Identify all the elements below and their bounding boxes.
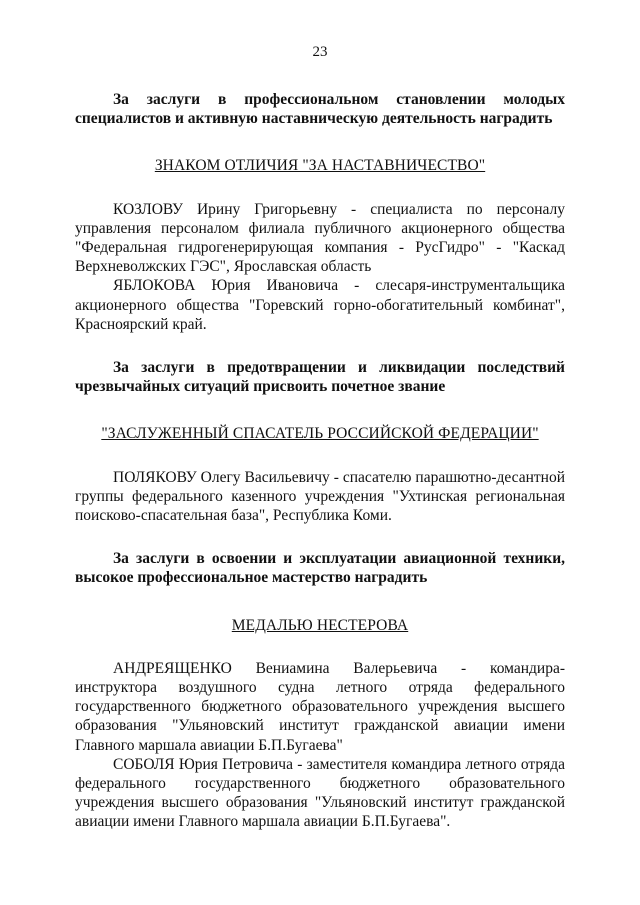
page-number: 23	[312, 44, 328, 60]
awardee-entry: ЯБЛОКОВА Юрия Ивановича - слесаря-инструментальщика акционерного общества "Горевский горно-обогатительный комбинат", Красноярский край.	[75, 277, 565, 333]
section-intro: За заслуги в профессиональном становлении молодых специалистов и активную наставническую деятельность наградить	[75, 91, 565, 128]
awardee-entry: АНДРЕЯЩЕНКО Вениамина Валерьевича - командира-инструктора воздушного судна летного отряда федерального государственного бюджетного образовательного учреждения высшего образования "Ульяновский институт гражданской авиации имени Главного маршала авиации Б.П.Бугаева"	[75, 659, 565, 754]
awardee-entry: СОБОЛЯ Юрия Петровича - заместителя командира летного отряда федерального государственного бюджетного образовательного учреждения высшего образования "Ульяновский институт гражданской авиации имени Главного маршала авиации Б.П.Бугаева".	[75, 755, 565, 831]
section-intro: За заслуги в освоении и эксплуатации авиационной техники, высокое профессиональное мастерство наградить	[75, 550, 565, 587]
awardee-entry: ПОЛЯКОВУ Олегу Васильевичу - спасателю парашютно-десантной группы федерального казенного учреждения "Ухтинская региональная поисково-спасательная база", Республика Коми.	[75, 468, 565, 525]
awardee-entry: КОЗЛОВУ Ирину Григорьевну - специалиста по персоналу управления персоналом филиала публичного акционерного общества "Федеральная гидрогенерирующая компания - РусГидро" - "Каскад Верхневолжских ГЭС", Ярославская область	[75, 200, 565, 276]
award-title: "ЗАСЛУЖЕННЫЙ СПАСАТЕЛЬ РОССИЙСКОЙ ФЕДЕРАЦИИ"	[101, 425, 539, 443]
award-title: МЕДАЛЬЮ НЕСТЕРОВА	[231, 616, 409, 634]
document-body	[75, 90, 565, 832]
section-intro: За заслуги в предотвращении и ликвидации последствий чрезвычайных ситуаций присвоить почетное звание	[75, 359, 565, 396]
award-title: ЗНАКОМ ОТЛИЧИЯ "ЗА НАСТАВНИЧЕСТВО"	[154, 157, 486, 175]
